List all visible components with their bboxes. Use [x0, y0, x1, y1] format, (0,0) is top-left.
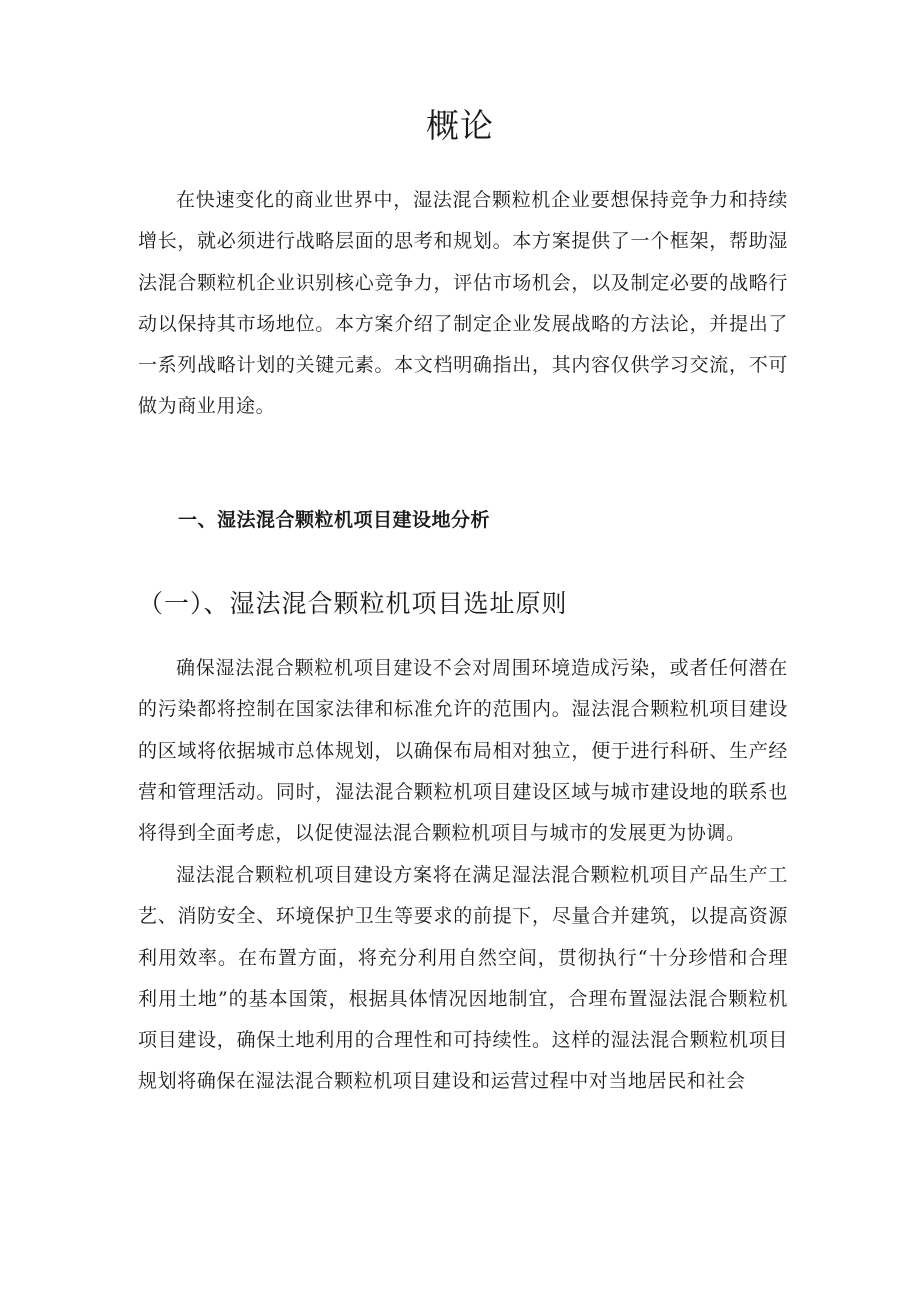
page-title: 概论 [426, 106, 494, 145]
body-paragraph: 湿法混合颗粒机项目建设方案将在满足湿法混合颗粒机项目产品生产工艺、消防安全、环境保护卫生等要求的前提下，尽量合并建筑，以提高资源利用效率。在布置方面，将充分利用自然空间，贯彻执行“十分珍惜和合理利用土地”的基本国策，根据具体情况因地制宜，合理布置湿法混合颗粒机项目建设，确保土地利用的合理性和可持续性。这样的湿法混合颗粒机项目规划将确保在湿法混合颗粒机项目建设和运营过程中对当地居民和社会 [138, 864, 788, 1093]
subsection-heading: （一）、湿法混合颗粒机项目选址原则 [138, 589, 568, 618]
section-heading: 一、湿法混合颗粒机项目建设地分析 [178, 509, 491, 531]
body-paragraph: 确保湿法混合颗粒机项目建设不会对周围环境造成污染，或者任何潜在的污染都将控制在国家法律和标准允许的范围内。湿法混合颗粒机项目建设的区域将依据城市总体规划，以确保布局相对独立，便于进行科研、生产经营和管理活动。同时，湿法混合颗粒机项目建设区域与城市建设地的联系也将得到全面考虑，以促使湿法混合颗粒机项目与城市的发展更为协调。 [138, 657, 788, 845]
intro-paragraph: 在快速变化的商业世界中，湿法混合颗粒机企业要想保持竞争力和持续增长，就必须进行战略层面的思考和规划。本方案提供了一个框架，帮助湿法混合颗粒机企业识别核心竞争力，评估市场机会，以及制定必要的战略行动以保持其市场地位。本方案介绍了制定企业发展战略的方法论，并提出了一系列战略计划的关键元素。本文档明确指出，其内容仅供学习交流，不可做为商业用途。 [138, 189, 788, 418]
